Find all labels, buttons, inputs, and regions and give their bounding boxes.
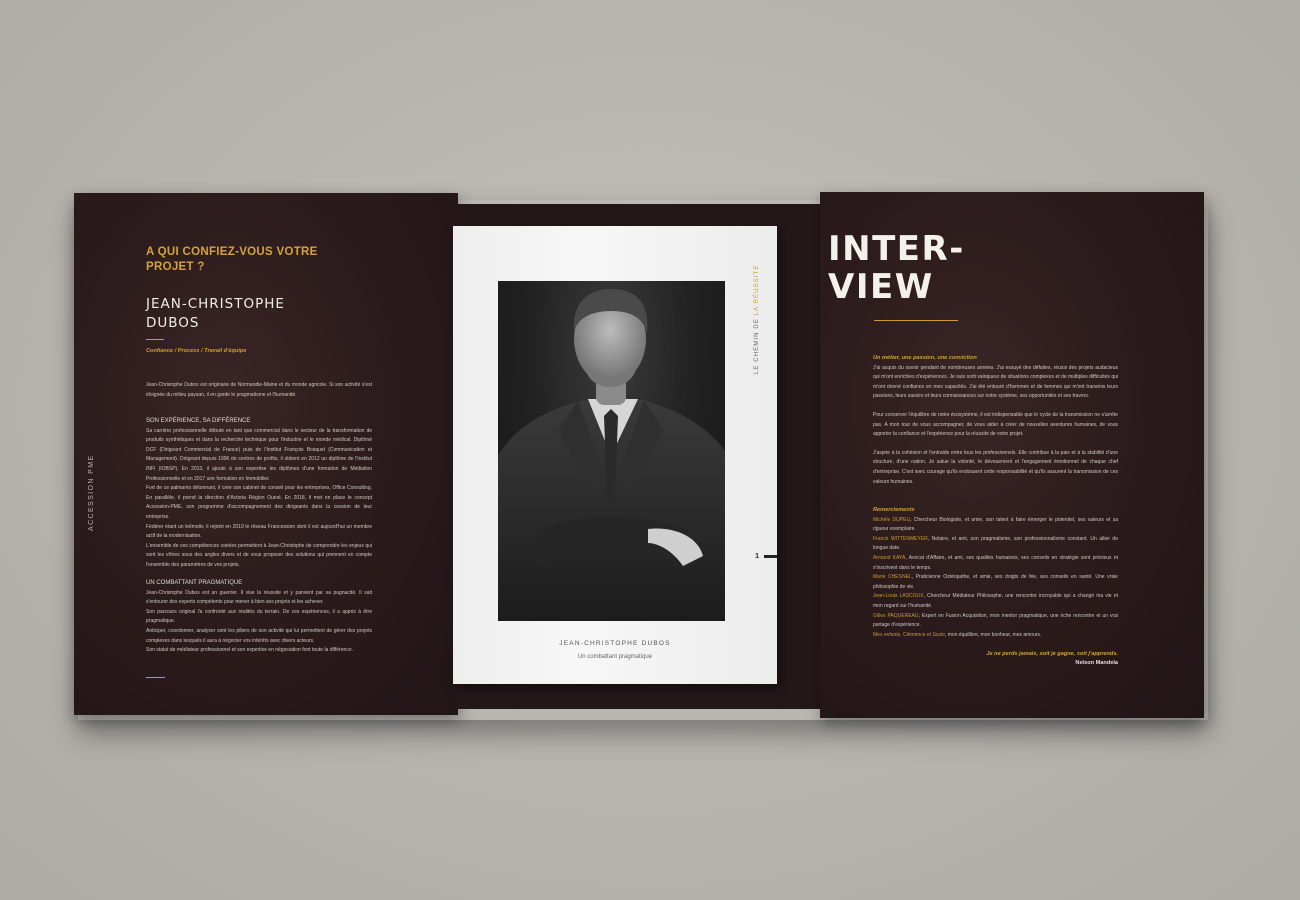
thanks-item xyxy=(873,631,1118,641)
thanks-name: Jean-Louis LASCOUX xyxy=(873,593,924,600)
cover-vertical-label xyxy=(754,265,760,374)
combatant-section xyxy=(146,579,372,656)
intro-text xyxy=(146,381,372,400)
section-paragraph: Son statut de médiateur professionnel et son expertise en négociation font toute la différence. xyxy=(146,647,353,654)
name-line-1: JEAN-CHRISTOPHE xyxy=(146,296,285,312)
experience-section xyxy=(146,417,372,571)
cover-subtitle: Un combattant pragmatique xyxy=(577,654,653,660)
thanks-name: Armand KAYA xyxy=(873,554,906,561)
thanks-item xyxy=(873,612,1118,631)
section-paragraph: Anticiper, coordonner, analyser sont les piliers de son activité qui lui permettent de gérer des projets complexes dans lesquels il aura à négocier vos intérêts avec divers acteurs. xyxy=(146,627,372,644)
cover-label-dark: LE CHEMIN DE xyxy=(754,318,760,374)
thanks-text: , mon équilibre, mon bonheur, mes amours. xyxy=(944,631,1042,638)
vertical-label: ACCESSION PME xyxy=(88,454,95,531)
interview-paragraph: J'ai acquis du savoir pendant de nombreuses années. J'ai essuyé des défaites, réussi des projets audacieux qui m'ont enrichies d'expériences. Je suis sorti vainqueur de situations complexes et de multiples difficultés qui m'ont donné confiance en mes capacités. J'ai été entouré d'hommes et de femmes qui m'ont transmis leurs passions, leurs savoirs et leurs connaissances sur notre système, ses opportunités et ses travers. xyxy=(873,364,1118,400)
page-marker xyxy=(764,555,777,558)
person-name xyxy=(146,295,356,333)
thanks-text: , Chercheur Biologiste, et amie, son talent à faire émerger le potentiel, ses valeurs et sa rigueur exemplaire. xyxy=(873,516,1118,533)
interview-title xyxy=(828,230,965,306)
thanks-name: Michèle DUPEU xyxy=(873,516,911,523)
section-paragraph: Fédérer étant un leitmotiv, il rejoint en 2019 le réseau Francession dont il est aujourd'hui un membre actif de la modernisation. xyxy=(146,523,372,540)
title-rule xyxy=(874,320,958,321)
bottom-rule xyxy=(146,677,165,678)
thanks-text: , Chercheur Médiateur Philosophe, une rencontre incroyable qui a changé ma vie et mon regard sur l'humanité. xyxy=(873,593,1119,609)
interview-paragraph: Pour conserver l'équilibre de notre écosystème, il est indispensable que le cycle de la transmission ne s'arrête pas. A mon tour de vous accompagner, de vous aider à créer de nouvelles aventures humaines, de vous apporter la confiance et l'expérience pour la réussite de votre projet. xyxy=(873,411,1118,438)
cover-label-gold: LA RÉUSSITE xyxy=(754,264,760,319)
portrait-illustration xyxy=(498,281,725,621)
quote-author: Nelson Mandela xyxy=(1075,660,1118,666)
thanks-name: Mes enfants, Clémence et Suzie xyxy=(873,631,945,638)
left-page xyxy=(74,193,458,715)
name-line-2: DUBOS xyxy=(146,315,200,331)
thanks-text: , Notaire, et ami, son pragmatisme, son professionnalisme constant. Un allier de longue date. xyxy=(873,535,1118,552)
thanks-section xyxy=(873,506,1118,640)
quote-text: Je ne perds jamais, soit je gagne, soit j'apprends. xyxy=(986,651,1118,657)
question-heading: A QUI CONFIEZ-VOUS VOTRE PROJET ? xyxy=(146,246,318,273)
section-paragraph: Son parcours original l'a confronté aux réalités du terrain. De ces expériences, il a appris à être pragmatique. xyxy=(146,608,372,625)
thanks-text: , Praticienne Ostéopathe, et amie, ses doigts de fée, ses conseils en santé. Une vraie philosophie de vie. xyxy=(873,574,1118,590)
thanks-item xyxy=(873,535,1118,554)
title-line-2: VIEW xyxy=(828,267,934,307)
page-number: 1 xyxy=(755,551,760,560)
section-title: UN COMBATTANT PRAGMATIQUE xyxy=(146,580,243,586)
thanks-name: Marie CHESNEL xyxy=(873,574,912,581)
thanks-item xyxy=(873,573,1118,592)
portrait-photo xyxy=(498,281,725,621)
section-paragraph: L'ensemble de ces compétences variées permettent à Jean-Christophe de comprendre les enjeux qui sont les vôtres sous des angles divers et de vous proposer des solutions qui prennent en compte l'ensemble des paramètres de vos projets. xyxy=(146,542,372,568)
thanks-title: Remerciements xyxy=(873,507,915,513)
interview-paragraph: J'aspire à la cohésion et l'entraide entre tous les professionnels. Elle contribue à la paix et à la stabilité d'une structure, d'une nation. Je salue la volonté, le dévouement et l'engagement émotionnel de chaque chef d'entreprise. C'est avec courage qu'ils endossent cette responsabilité et qu'ils assurent la transmission de ces valeurs humaines. xyxy=(873,449,1118,485)
interview-text xyxy=(873,354,1118,487)
intro-paragraph: Jean-Christophe Dubos est originaire de Normandie-Maine et du monde agricole. Si son activité s'est éloignée du milieu paysan, il en garde le pragmatisme et l'humanité. xyxy=(146,382,372,398)
quote-block xyxy=(870,650,1118,668)
thanks-item xyxy=(873,592,1118,611)
thanks-item xyxy=(873,516,1118,535)
title-line-1: INTER- xyxy=(828,229,965,269)
thanks-name: Gilles PAQUEREAU xyxy=(873,612,919,619)
thanks-text: , Expert en Fusion Acquisition, mon mentor pragmatique, une riche rencontre et un vrai partage d'expérience. xyxy=(873,612,1119,629)
interview-subtitle: Un métier, une passion, une conviction xyxy=(873,355,977,361)
cover-name: JEAN-CHRISTOPHE DUBOS xyxy=(559,640,671,647)
thanks-name: Franck WITTENMEYER xyxy=(873,535,928,542)
section-title: SON EXPÉRIENCE, SA DIFFÉRENCE xyxy=(146,418,251,424)
section-paragraph: Jean-Christophe Dubos est un guerrier. Il vise la réussite et y parvient par sa pugnacité. Il sait s'entourer des experts compétents pour mener à bien ses projets et les achever. xyxy=(146,589,372,606)
thanks-text: , Avocat d'Affaire, et ami, ses qualités humaines, ses conseils en stratégie sont précieux et s'inscrivent dans le temps. xyxy=(873,554,1119,571)
booklet-cover xyxy=(453,226,777,684)
section-paragraph: Sa carrière professionnelle débute en tant que commercial dans le secteur de la transformation de produits synthétiques et dans la recherche technique pour l'industrie et le monde médical. Diplômé DCF (Dirigeant Commercial de France) puis de l'Institut François Bosquet (Communication et Management). Dirigeant depuis 1996 de centres de profits, il obtient en 2012 un diplôme de l'Institut INFI (IOBSP). En 2013, il ajoute à son expertise les diplômes d'une formation de Médiation Professionnelle et en 2017 une formation en Immobilier. xyxy=(146,427,372,482)
section-paragraph: Fort de ce palmarès détonnant, il crée son cabinet de conseil pour les entreprises, Office Consulting. En parallèle, il prend la direction d'Actoria Région Ouest. En 2018, il met en place le concept Accession-PME, son programme d'accompagnement des dirigeants dans la cession de leur entreprise. xyxy=(146,485,372,520)
tagline: Confiance / Process / Travail d'équipe xyxy=(146,348,247,354)
divider-rule xyxy=(146,339,164,340)
right-page xyxy=(820,192,1204,718)
thanks-item xyxy=(873,554,1118,573)
